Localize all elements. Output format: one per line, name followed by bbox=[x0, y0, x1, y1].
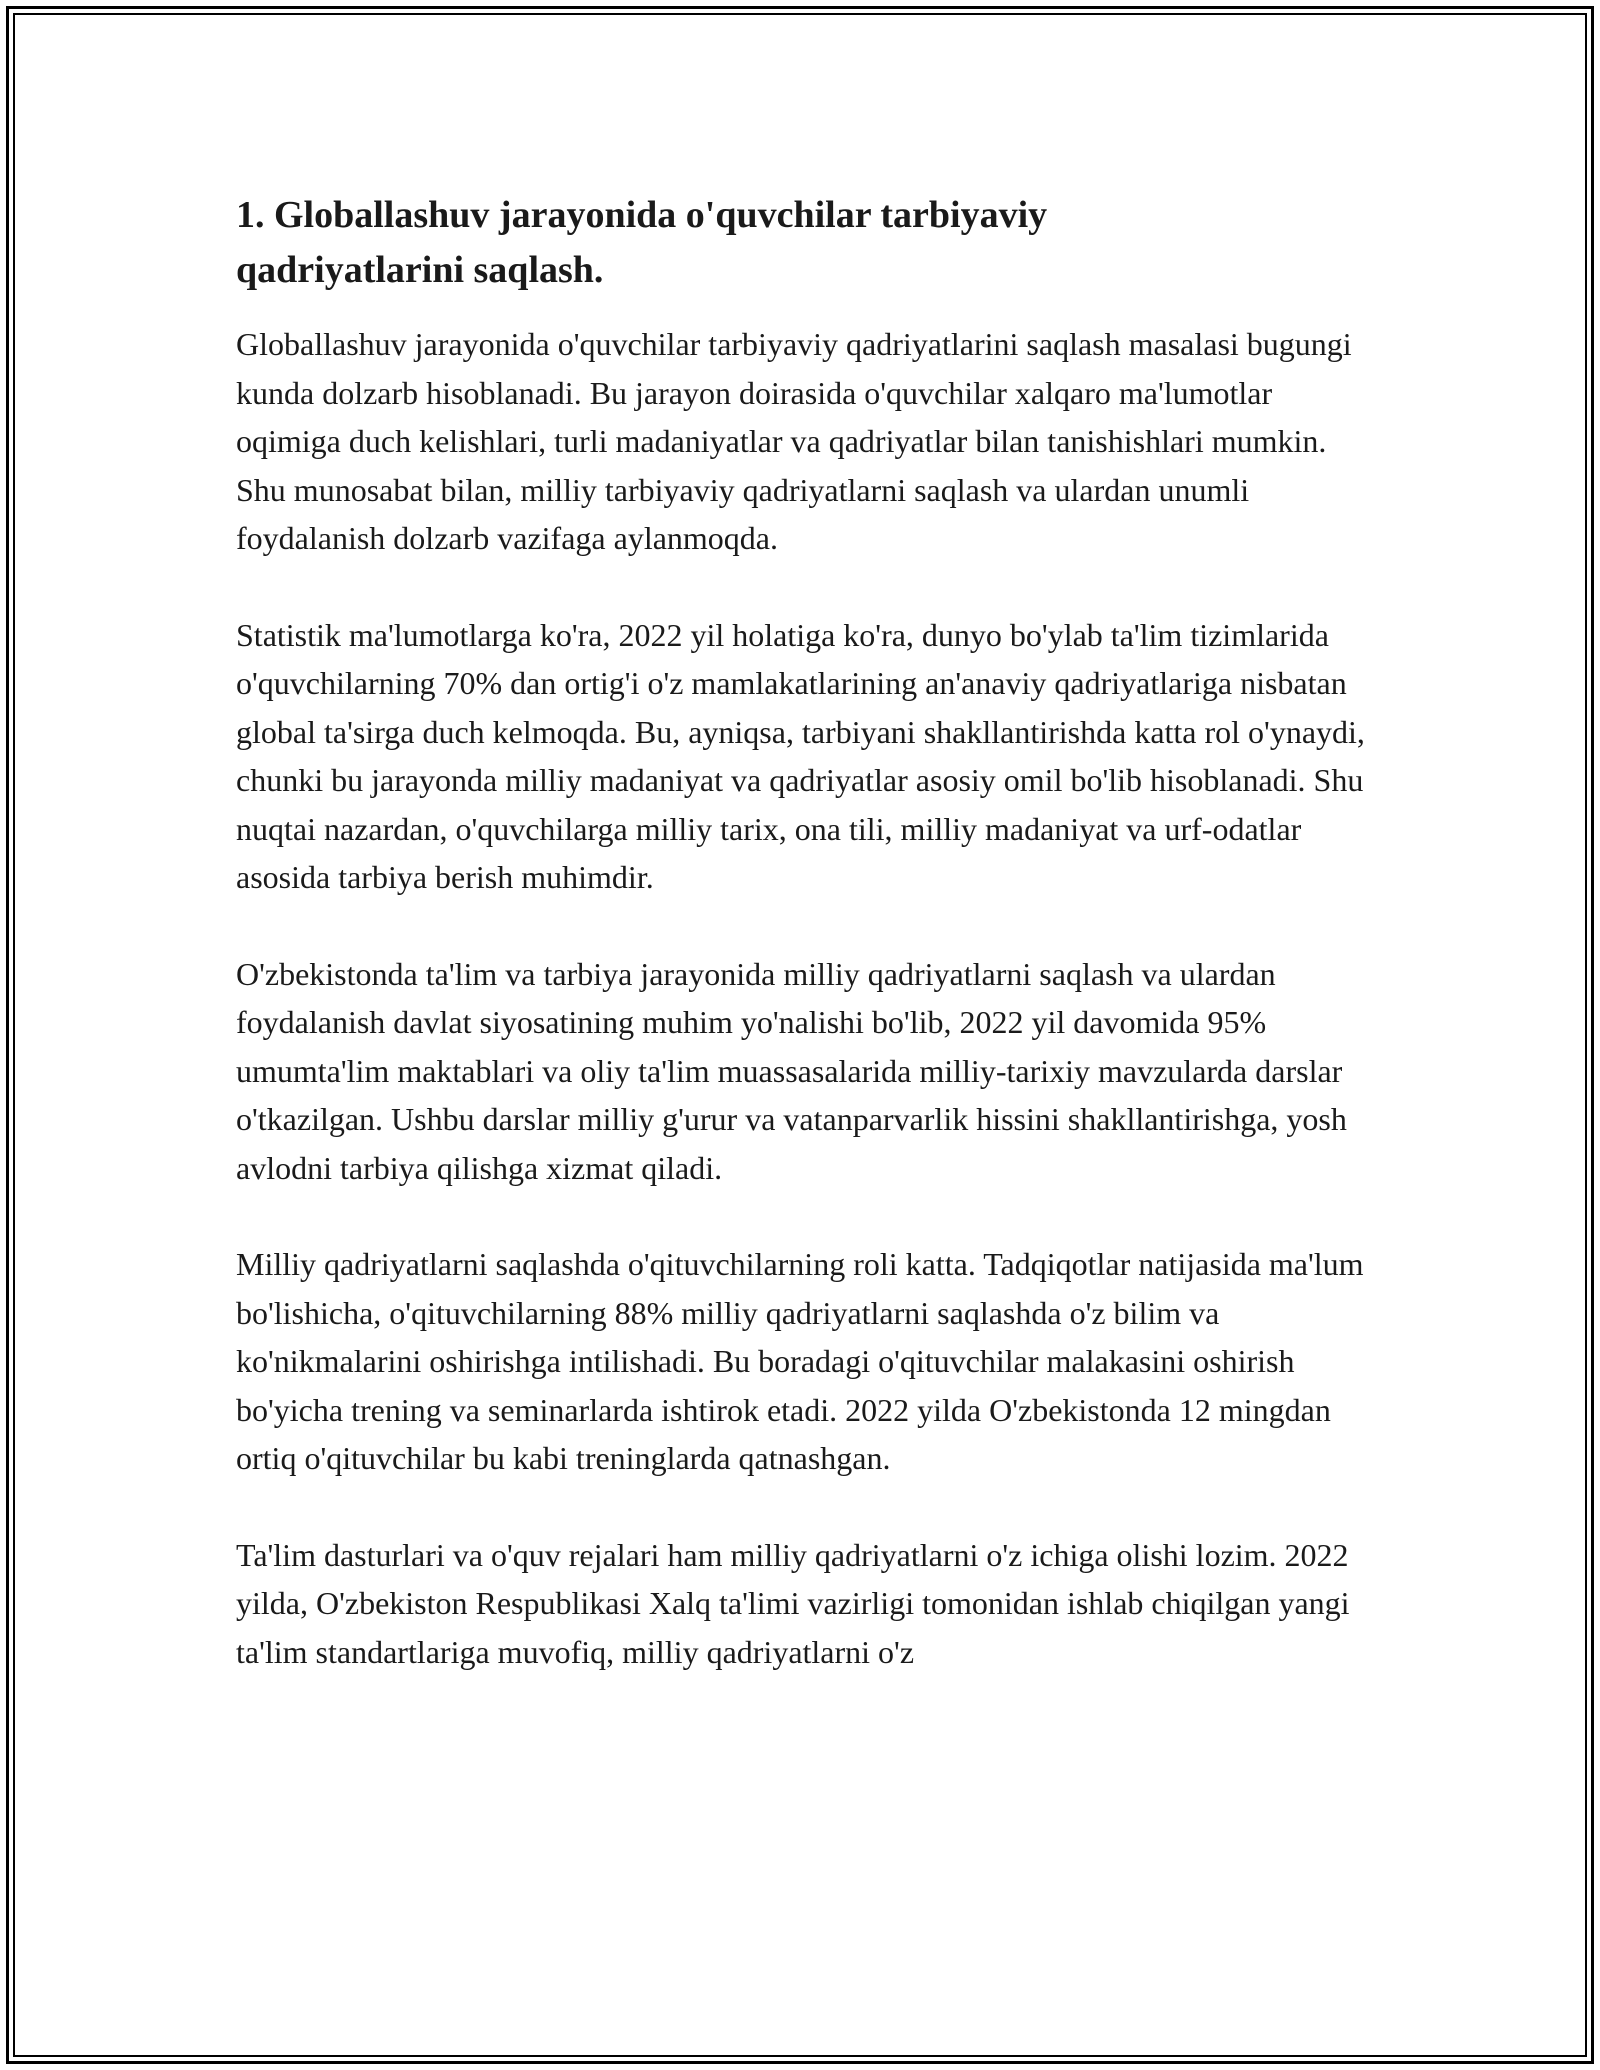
document-body bbox=[236, 188, 1386, 1724]
section-heading: 1. Globallashuv jarayonida o'quvchilar tarbiyaviy qadriyatlarini saqlash. bbox=[236, 194, 1048, 291]
paragraph-4: Milliy qadriyatlarni saqlashda o'qituvchilarning roli katta. Tadqiqotlar natijasida ma'lum bo'lishicha, o'qituvchilarning 88% milliy qadriyatlarni saqlashda o'z bilim va ko'nikmalarini oshirishga intilishadi. Bu boradagi o'qituvchilar malakasini oshirish bo'yicha trening va seminarlarda ishtirok etadi. 2022 yilda O'zbekistonda 12 mingdan ortiq o'qituvchilar bu kabi treninglarda qatnashgan. bbox=[236, 1246, 1364, 1476]
paragraph-2: Statistik ma'lumotlarga ko'ra, 2022 yil holatiga ko'ra, dunyo bo'ylab ta'lim tizimlarida o'quvchilarning 70% dan ortig'i o'z mamlakatlarining an'anaviy qadriyatlariga nisbatan global ta'sirga duch kelmoqda. Bu, ayniqsa, tarbiyani shakllantirishda katta rol o'ynaydi, chunki bu jarayonda milliy madaniyat va qadriyatlar asosiy omil bo'lib hisoblanadi. Shu nuqtai nazardan, o'quvchilarga milliy tarix, ona tili, milliy madaniyat va urf-odatlar asosida tarbiya berish muhimdir. bbox=[236, 616, 1365, 895]
paragraph-3: O'zbekistonda ta'lim va tarbiya jarayonida milliy qadriyatlarni saqlash va ulardan foydalanish davlat siyosatining muhim yo'nalishi bo'lib, 2022 yil davomida 95% umumta'lim maktablari va oliy ta'lim muassasalarida milliy-tarixiy mavzularda darslar o'tkazilgan. Ushbu darslar milliy g'urur va vatanparvarlik hissini shakllantirishga, yosh avlodni tarbiya qilishga xizmat qiladi. bbox=[236, 955, 1347, 1186]
paragraph-1: Globallashuv jarayonida o'quvchilar tarbiyaviy qadriyatlarini saqlash masalasi bugungi kunda dolzarb hisoblanadi. Bu jarayon doirasida o'quvchilar xalqaro ma'lumotlar oqimiga duch kelishlari, turli madaniyatlar va qadriyatlar bilan tanishishlari mumkin. Shu munosabat bilan, milliy tarbiyaviy qadriyatlarni saqlash va ulardan unumli foydalanish dolzarb vazifaga aylanmoqda. bbox=[236, 326, 1352, 556]
paragraph-5: Ta'lim dasturlari va o'quv rejalari ham milliy qadriyatlarni o'z ichiga olishi lozim. 2022 yilda, O'zbekiston Respublikasi Xalq ta'limi vazirligi tomonidan ishlab chiqilgan yangi ta'lim standartlariga muvofiq, milliy qadriyatlarni o'z bbox=[236, 1536, 1350, 1670]
